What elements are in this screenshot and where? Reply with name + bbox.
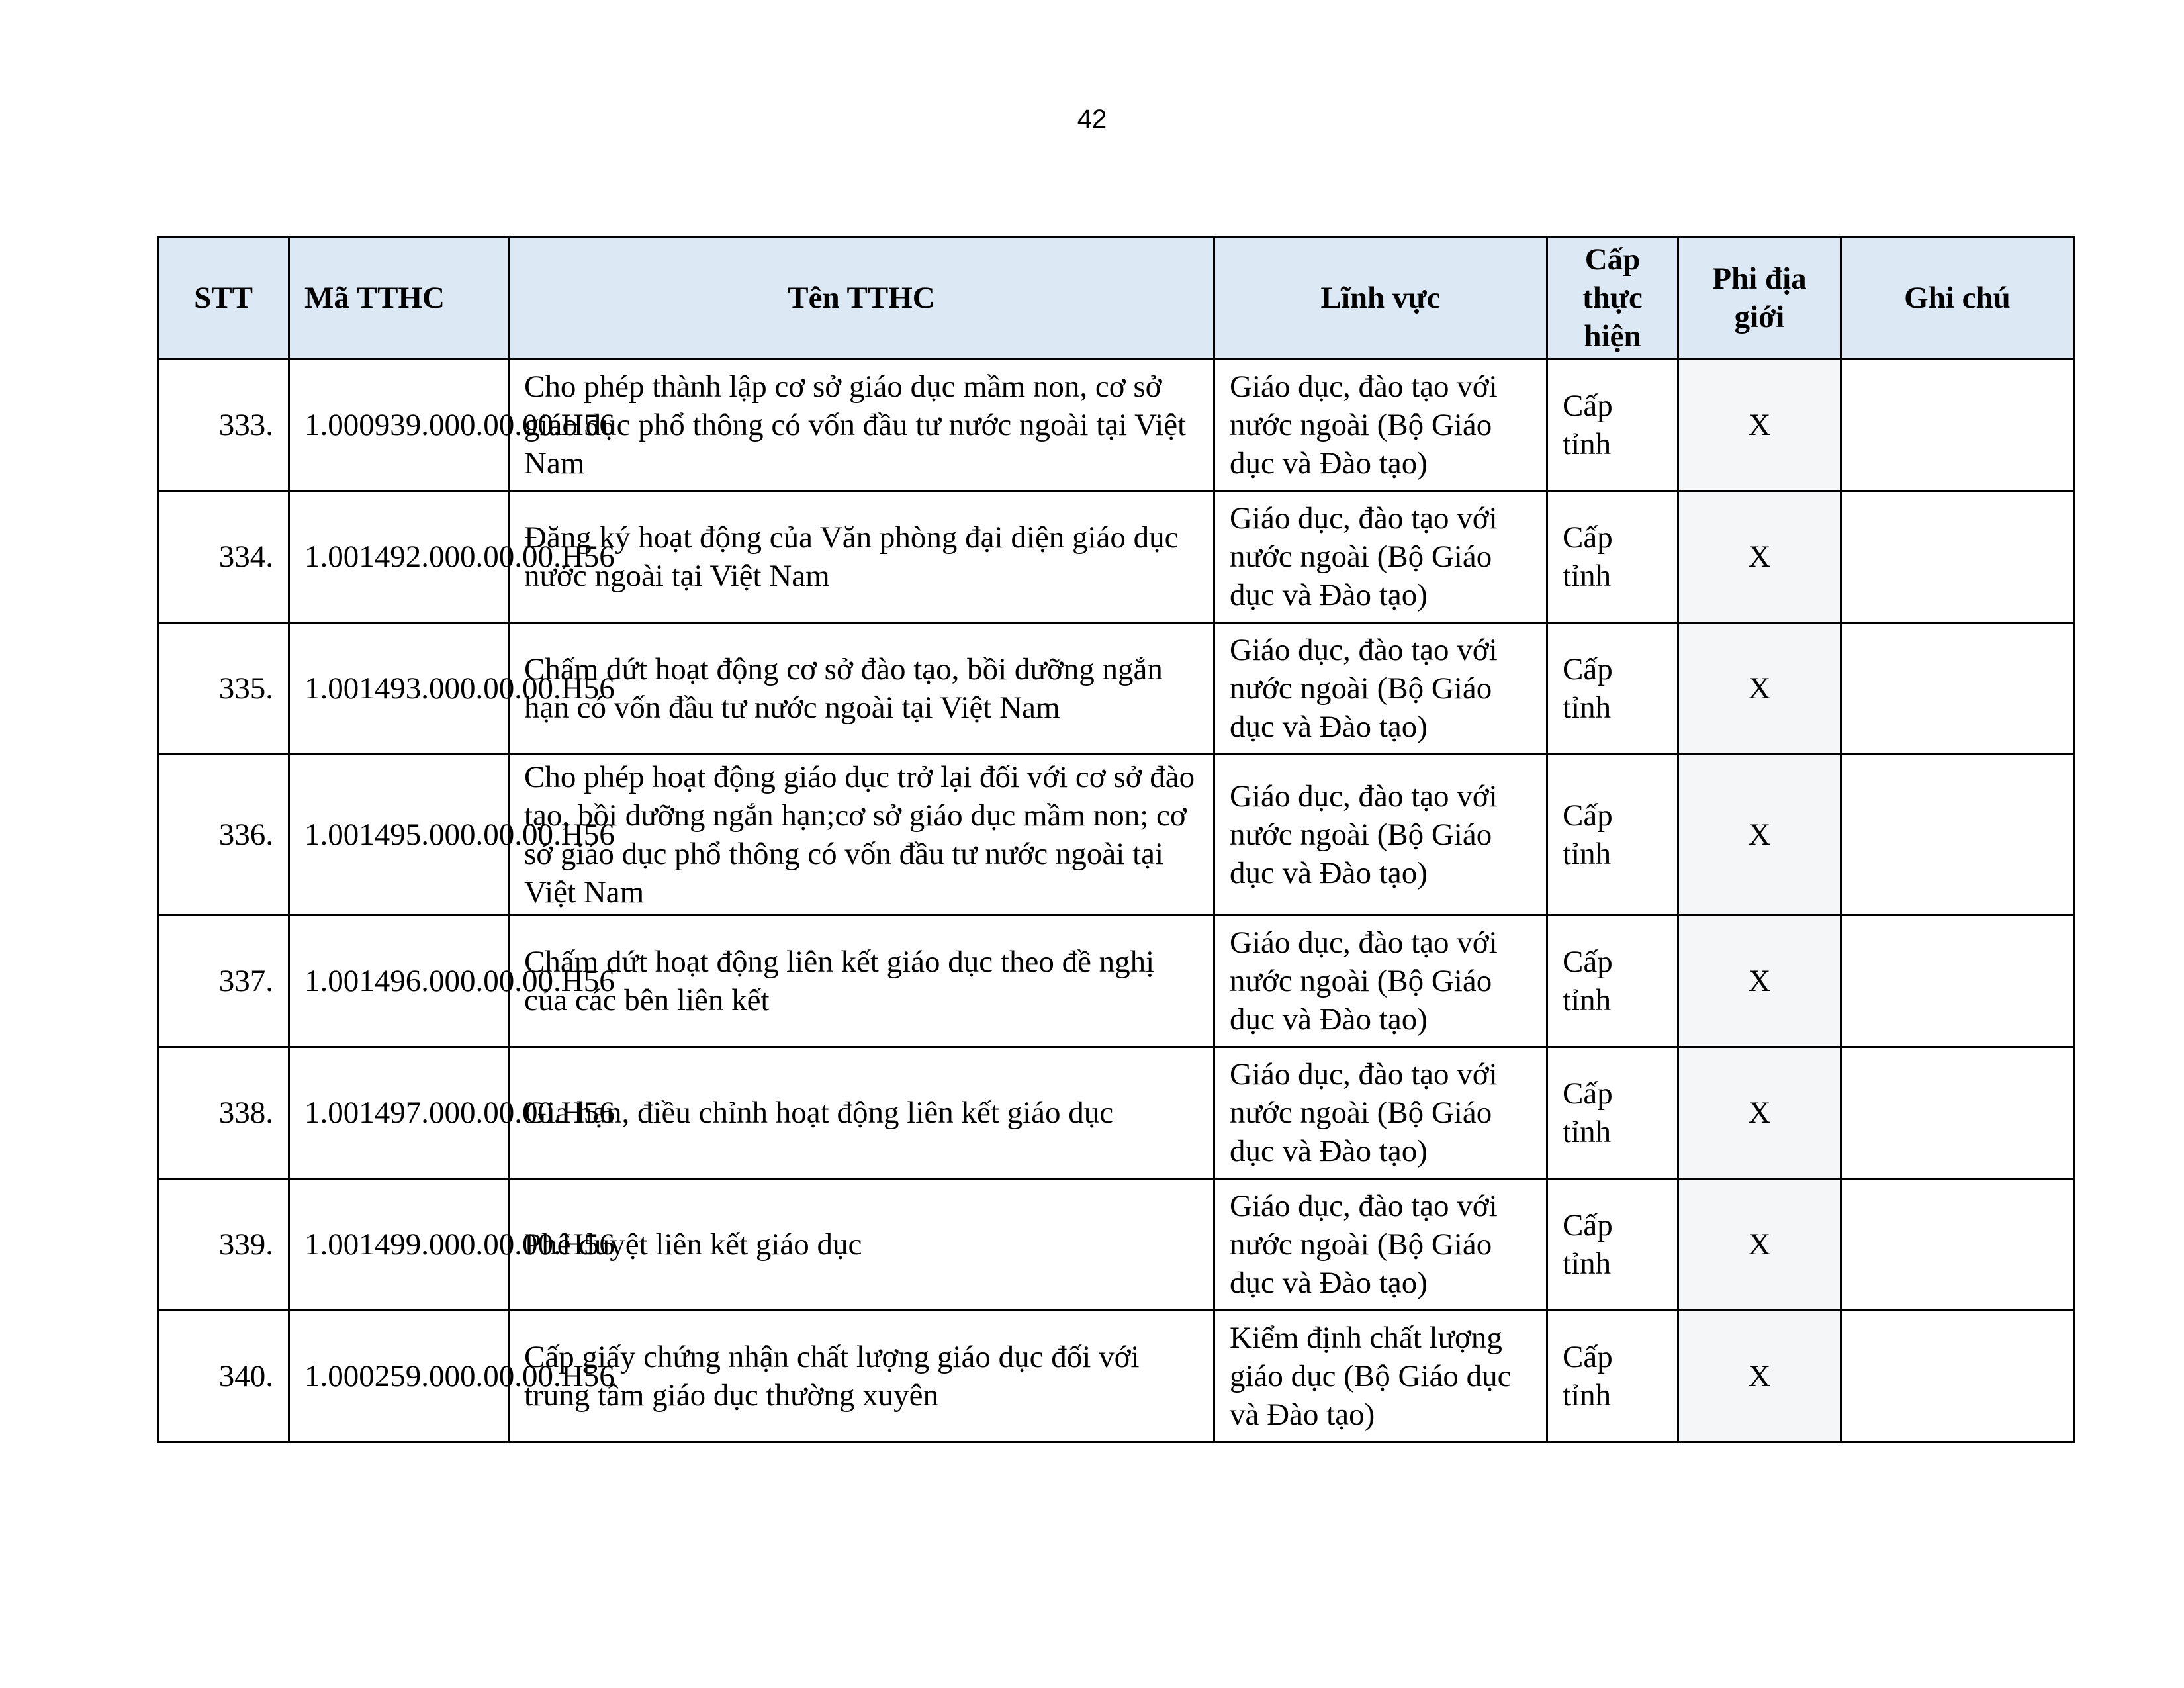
row-code: 1.001492.000.00.00.H56	[289, 491, 509, 623]
row-no-boundary-mark: X	[1678, 1179, 1841, 1311]
row-name: Phê duyệt liên kết giáo dục	[509, 1179, 1214, 1311]
row-code: 1.001495.000.00.00.H56	[289, 755, 509, 915]
row-field: Kiểm định chất lượng giáo dục (Bộ Giáo dục và Đào tạo)	[1214, 1311, 1547, 1442]
table-row	[158, 755, 2074, 915]
row-name: Chấm dứt hoạt động cơ sở đào tạo, bồi dưỡng ngắn hạn có vốn đầu tư nước ngoài tại Việt Nam	[509, 623, 1214, 755]
table-row	[158, 915, 2074, 1047]
row-code: 1.001497.000.00.00.H56	[289, 1047, 509, 1179]
row-code: 1.001496.000.00.00.H56	[289, 915, 509, 1047]
page-number: 42	[1077, 105, 1107, 134]
row-code: 1.000259.000.00.00.H56	[289, 1311, 509, 1442]
row-no-boundary-mark: X	[1678, 491, 1841, 623]
procedures-table	[157, 236, 2075, 1443]
row-name: Cấp giấy chứng nhận chất lượng giáo dục đối với trung tâm giáo dục thường xuyên	[509, 1311, 1214, 1442]
row-stt: 336.	[158, 755, 289, 915]
row-level: Cấp tỉnh	[1547, 623, 1678, 755]
row-no-boundary-mark: X	[1678, 623, 1841, 755]
row-no-boundary-mark: X	[1678, 1311, 1841, 1442]
row-level: Cấp tỉnh	[1547, 915, 1678, 1047]
header-field: Lĩnh vực	[1214, 237, 1547, 359]
header-level: Cấp thực hiện	[1547, 237, 1678, 359]
row-note	[1841, 359, 2074, 491]
header-no-boundary: Phi địa giới	[1678, 237, 1841, 359]
row-field: Giáo dục, đào tạo với nước ngoài (Bộ Giáo dục và Đào tạo)	[1214, 359, 1547, 491]
row-level: Cấp tỉnh	[1547, 491, 1678, 623]
table-header-row	[158, 237, 2074, 359]
table-row	[158, 1179, 2074, 1311]
table-row	[158, 1311, 2074, 1442]
row-level: Cấp tỉnh	[1547, 755, 1678, 915]
table-row	[158, 359, 2074, 491]
row-stt: 340.	[158, 1311, 289, 1442]
row-no-boundary-mark: X	[1678, 915, 1841, 1047]
row-field: Giáo dục, đào tạo với nước ngoài (Bộ Giáo dục và Đào tạo)	[1214, 1179, 1547, 1311]
row-level: Cấp tỉnh	[1547, 1179, 1678, 1311]
row-no-boundary-mark: X	[1678, 755, 1841, 915]
row-note	[1841, 915, 2074, 1047]
row-stt: 335.	[158, 623, 289, 755]
header-stt: STT	[158, 237, 289, 359]
header-name: Tên TTHC	[509, 237, 1214, 359]
header-note: Ghi chú	[1841, 237, 2074, 359]
row-field: Giáo dục, đào tạo với nước ngoài (Bộ Giáo dục và Đào tạo)	[1214, 915, 1547, 1047]
row-no-boundary-mark: X	[1678, 1047, 1841, 1179]
row-field: Giáo dục, đào tạo với nước ngoài (Bộ Giáo dục và Đào tạo)	[1214, 623, 1547, 755]
row-note	[1841, 1311, 2074, 1442]
row-stt: 337.	[158, 915, 289, 1047]
row-note	[1841, 1179, 2074, 1311]
row-note	[1841, 755, 2074, 915]
table-row	[158, 623, 2074, 755]
row-stt: 334.	[158, 491, 289, 623]
row-code: 1.001493.000.00.00.H56	[289, 623, 509, 755]
row-name: Chấm dứt hoạt động liên kết giáo dục theo đề nghị của các bên liên kết	[509, 915, 1214, 1047]
row-stt: 333.	[158, 359, 289, 491]
row-level: Cấp tỉnh	[1547, 359, 1678, 491]
row-stt: 339.	[158, 1179, 289, 1311]
row-code: 1.001499.000.00.00.H56	[289, 1179, 509, 1311]
row-field: Giáo dục, đào tạo với nước ngoài (Bộ Giáo dục và Đào tạo)	[1214, 755, 1547, 915]
row-name: Gia hạn, điều chỉnh hoạt động liên kết giáo dục	[509, 1047, 1214, 1179]
row-level: Cấp tỉnh	[1547, 1311, 1678, 1442]
row-name: Cho phép hoạt động giáo dục trở lại đối với cơ sở đào tạo, bồi dưỡng ngắn hạn;cơ sở giáo dục mầm non; cơ sở giáo dục phổ thông có vốn đầu tư nước ngoài tại Việt Nam	[509, 755, 1214, 915]
table-row	[158, 491, 2074, 623]
row-level: Cấp tỉnh	[1547, 1047, 1678, 1179]
row-field: Giáo dục, đào tạo với nước ngoài (Bộ Giáo dục và Đào tạo)	[1214, 1047, 1547, 1179]
row-field: Giáo dục, đào tạo với nước ngoài (Bộ Giáo dục và Đào tạo)	[1214, 491, 1547, 623]
row-name: Đăng ký hoạt động của Văn phòng đại diện giáo dục nước ngoài tại Việt Nam	[509, 491, 1214, 623]
row-note	[1841, 491, 2074, 623]
row-stt: 338.	[158, 1047, 289, 1179]
table-row	[158, 1047, 2074, 1179]
header-code: Mã TTHC	[289, 237, 509, 359]
row-code: 1.000939.000.00.00.H56	[289, 359, 509, 491]
row-no-boundary-mark: X	[1678, 359, 1841, 491]
row-note	[1841, 623, 2074, 755]
row-note	[1841, 1047, 2074, 1179]
row-name: Cho phép thành lập cơ sở giáo dục mầm non, cơ sở giáo dục phổ thông có vốn đầu tư nước ngoài tại Việt Nam	[509, 359, 1214, 491]
